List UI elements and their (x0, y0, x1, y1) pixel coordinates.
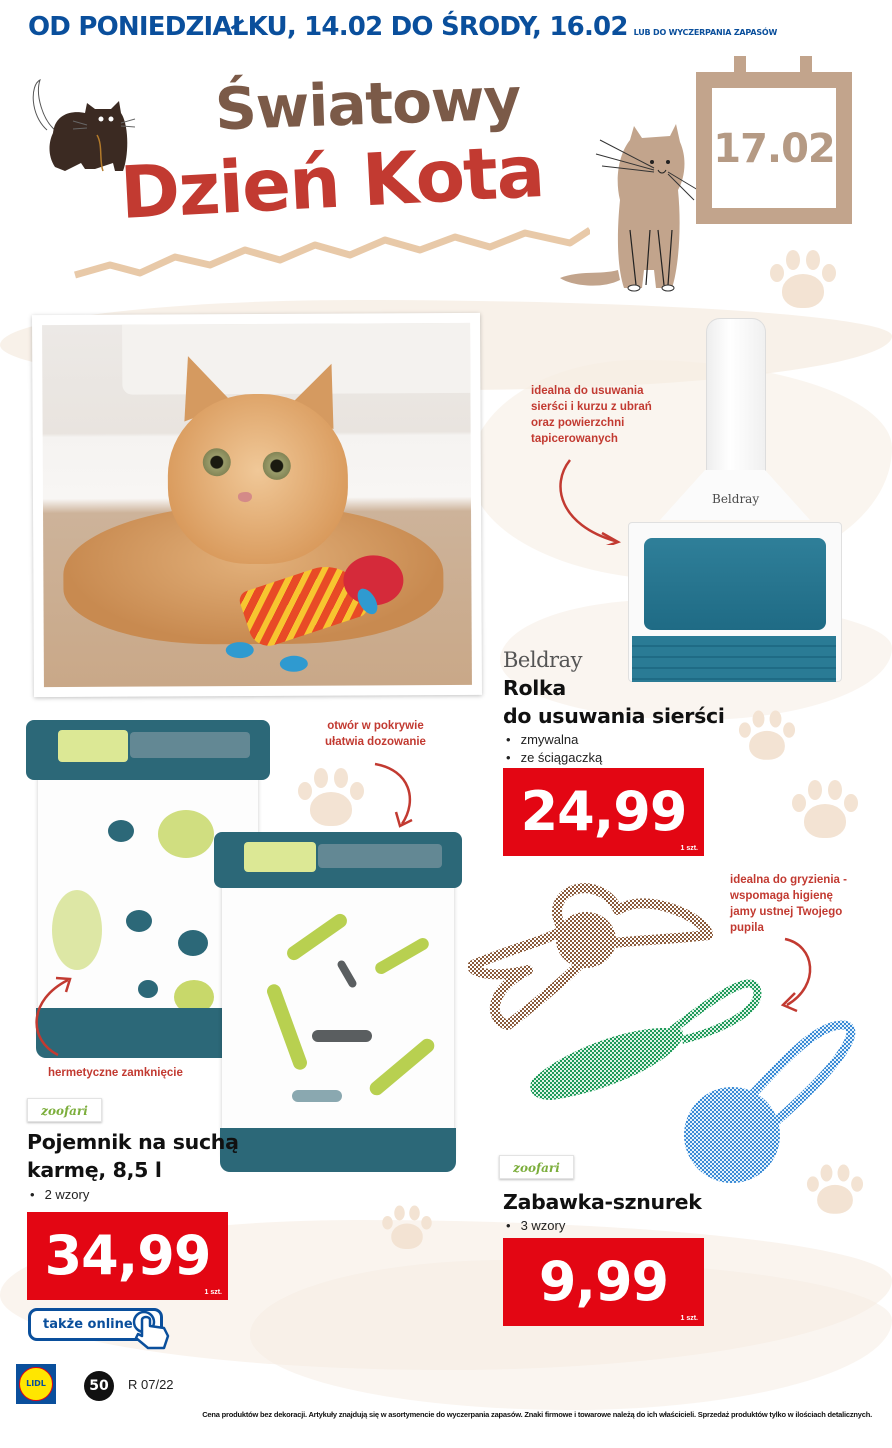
feature-item: • 2 wzory (30, 1186, 89, 1204)
offer-date-header (28, 12, 777, 42)
rope-toy-annotation: idealna do gryzienia - wspomaga higienę jamy ustnej Twojego pupila (730, 874, 847, 934)
hand-pointer-icon (128, 1308, 174, 1352)
product-name-rope-toy: Zabawka-sznurek (503, 1190, 702, 1214)
beige-cat-illustration (560, 120, 700, 300)
roller-features (506, 731, 602, 767)
calendar-date-frame (696, 72, 852, 224)
lint-roller-drum (644, 538, 826, 630)
banner-title-line2: Dzień Kota (118, 128, 546, 236)
paw-print-icon (381, 1206, 434, 1251)
price-tag-rope-toy (503, 1238, 704, 1326)
curved-arrow-icon (550, 455, 630, 545)
paw-print-icon (296, 768, 366, 828)
feature-item: • zmywalna (506, 731, 602, 749)
calendar-ring (734, 56, 746, 76)
date-range: OD PONIEDZIAŁKU, 14.02 DO ŚRODY, 16.02 (28, 12, 628, 42)
price-tag-roller (503, 768, 704, 856)
curved-arrow-icon (28, 970, 78, 1060)
lidl-logo (16, 1364, 56, 1404)
decorative-wave (70, 225, 590, 285)
roller-brand-mark: Beldray (712, 492, 760, 506)
also-online-label: także online (43, 1317, 133, 1332)
price-unit: 1 szt. (204, 1289, 222, 1296)
curved-arrow-icon (370, 760, 420, 830)
zoofari-logo: zoofari (499, 1155, 574, 1179)
container-features (30, 1186, 89, 1204)
cat-photo (32, 313, 482, 697)
rope-toy-features (506, 1217, 565, 1235)
price-tag-container (27, 1212, 228, 1300)
price-value: 34,99 (44, 1224, 211, 1287)
paw-print-icon (768, 250, 838, 310)
curved-arrow-icon (775, 935, 825, 1015)
price-unit: 1 szt. (680, 845, 698, 852)
container-seal-annotation: hermetyczne zamknięcie (48, 1067, 183, 1079)
page-number: 50 (84, 1371, 114, 1401)
lint-roller-handle (706, 318, 766, 493)
availability-note: LUB DO WYCZERPANIA ZAPASÓW (633, 28, 778, 37)
rope-toy-blue (672, 1015, 862, 1185)
feature-item: • 3 wzory (506, 1217, 565, 1235)
price-unit: 1 szt. (680, 1315, 698, 1322)
roller-annotation: idealna do usuwania sierści i kurzu z ubrań oraz powierzchni tapicerowanych (531, 385, 652, 445)
banner-title-line1: Światowy (213, 64, 522, 144)
calendar-date: 17.02 (713, 126, 835, 172)
price-value: 24,99 (520, 780, 687, 843)
lidl-logo-text: LIDL (19, 1367, 53, 1401)
paw-print-icon (737, 711, 797, 762)
calendar-ring (800, 56, 812, 76)
product-name-roller: Rolka do usuwania sierści (503, 676, 725, 728)
product-name-container: Pojemnik na suchą karmę, 8,5 l (27, 1130, 239, 1182)
food-container-bones (222, 850, 454, 1160)
feature-item: • ze ściągaczką (506, 749, 602, 767)
beldray-logo: Beldray (503, 648, 582, 672)
zoofari-logo: zoofari (27, 1098, 102, 1122)
price-value: 9,99 (538, 1250, 669, 1313)
container-lid-annotation: otwór w pokrywie ułatwia dozowanie (325, 720, 426, 748)
edition-code: R 07/22 (128, 1377, 174, 1392)
legal-disclaimer: Cena produktów bez dekoracji. Artykuły znajdują się w asortymencie do wyczerpania zapasów. Znaki firmowe i towarowe należą do ich właścicieli. Sprzedaż produktów tylko w ilościach detalicznych. (202, 1410, 872, 1419)
paw-print-icon (790, 780, 860, 840)
